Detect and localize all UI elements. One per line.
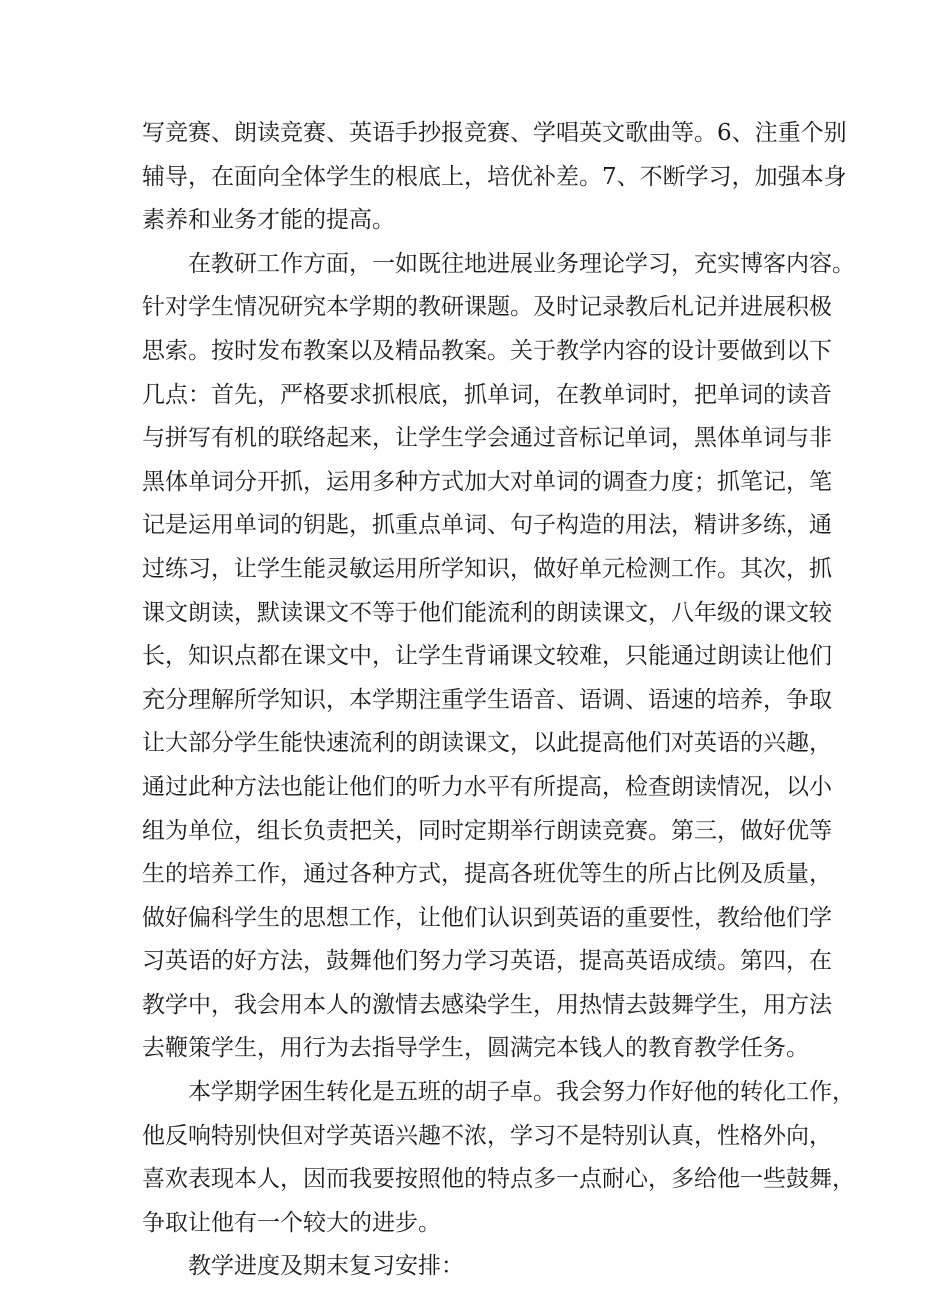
text-line: 通过此种方法也能让他们的听力水平有所提高，检查朗读情况，以小 xyxy=(142,773,832,800)
text-line: 几点：首先，严格要求抓根底，抓单词，在教单词时，把单词的读音 xyxy=(142,381,832,408)
text-line: 喜欢表现本人，因而我要按照他的特点多一点耐心，多给他一些鼓舞， xyxy=(142,1166,855,1193)
document-body xyxy=(142,112,855,1289)
text-line: 让大部分学生能快速流利的朗读课文，以此提高他们对英语的兴趣， xyxy=(142,730,832,757)
text-line: 辅导，在面向全体学生的根底上，培优补差。7、不断学习，加强本身 xyxy=(142,163,847,190)
paragraph-start-line: 在教研工作方面，一如既往地进展业务理论学习，充实博客内容。 xyxy=(188,250,855,277)
text-line: 课文朗读，默读课文不等于他们能流利的朗读课文，八年级的课文较 xyxy=(142,599,832,626)
text-line: 习英语的好方法，鼓舞他们努力学习英语，提高英语成绩。第四，在 xyxy=(142,948,832,975)
text-line: 做好偏科学生的思想工作，让他们认识到英语的重要性，教给他们学 xyxy=(142,904,832,931)
paragraph-start-line: 本学期学困生转化是五班的胡子卓。我会努力作好他的转化工作， xyxy=(188,1079,855,1106)
text-line: 争取让他有一个较大的进步。 xyxy=(142,1209,441,1236)
text-line: 去鞭策学生，用行为去指导学生，圆满完本钱人的教育教学任务。 xyxy=(142,1035,809,1062)
text-line: 充分理解所学知识，本学期注重学生语音、语调、语速的培养，争取 xyxy=(142,686,832,713)
text-line: 与拼写有机的联络起来，让学生学会通过音标记单词，黑体单词与非 xyxy=(142,425,832,452)
text-line: 记是运用单词的钥匙，抓重点单词、句子构造的用法，精讲多练，通 xyxy=(142,512,832,539)
text-line: 教学中，我会用本人的激情去感染学生，用热情去鼓舞学生，用方法 xyxy=(142,991,832,1018)
text-line: 素养和业务才能的提高。 xyxy=(142,207,395,234)
text-line: 他反响特别快但对学英语兴趣不浓，学习不是特别认真，性格外向， xyxy=(142,1122,832,1149)
text-line: 长，知识点都在课文中，让学生背诵课文较难，只能通过朗读让他们 xyxy=(142,643,832,670)
text-line: 生的培养工作，通过各种方式，提高各班优等生的所占比例及质量， xyxy=(142,861,832,888)
text-line: 思索。按时发布教案以及精品教案。关于教学内容的设计要做到以下 xyxy=(142,337,832,364)
text-line: 黑体单词分开抓，运用多种方式加大对单词的调查力度；抓笔记，笔 xyxy=(142,468,832,495)
text-line: 过练习，让学生能灵敏运用所学知识，做好单元检测工作。其次，抓 xyxy=(142,555,832,582)
text-line: 针对学生情况研究本学期的教研课题。及时记录教后札记并进展积极 xyxy=(142,294,832,321)
section-heading-line: 教学进度及期末复习安排： xyxy=(188,1253,464,1280)
text-line: 写竞赛、朗读竞赛、英语手抄报竞赛、学唱英文歌曲等。6、注重个别 xyxy=(142,120,847,146)
text-line: 组为单位，组长负责把关，同时定期举行朗读竞赛。第三，做好优等 xyxy=(142,817,832,844)
